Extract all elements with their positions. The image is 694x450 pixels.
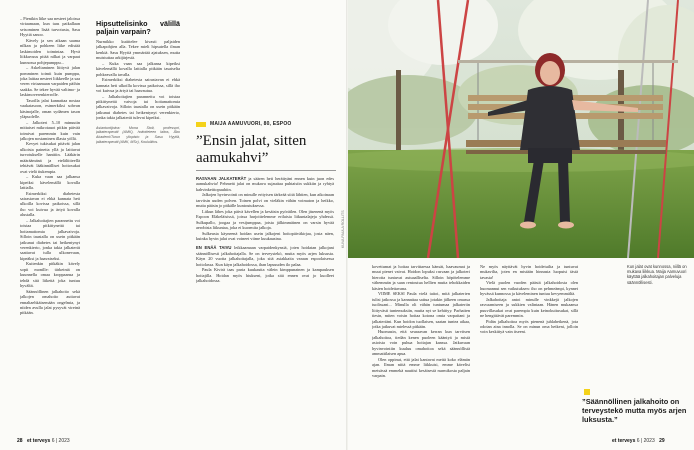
paragraph-text: Paula Kivirä taas paria kuukautta välein kimppunainen ja kampauksen hoitajilla. Hoidan myös hiukseni, jotka sitä ennen ovat jo kuolleet jalkahoidossa. [196,267,334,284]
paragraph: Kuitenkin pitkäkin kävely sopii monille: tärkeintä on kuunnella omaa kroppaansa ja tehdä sitä liikettä joka tuntuu hyvältä. [20,261,80,289]
interview-paragraph [196,267,334,283]
paragraph: Olen oppinut, että jalat kantavat meitä koko elämän ajan. Ilman niitä emme liikkuisi, emme kävelisi metsässä emmekä nauttisi kesäisestä nurmikosta paljain varpain. [372,356,470,379]
paragraph: Kevyet tukisukat pitävät jalan ulkoista painetta yllä ja laittavat turvotukselle hanttiin. Lääkärin määräämänä ja eteläliitteellä tehtävät lääkinnälliset hoitosukat ovat vielä tiukempia. [20,141,80,174]
paragraph: Pidän jalkahoitoa myös pienenä juhlahetkenä, jota odotan aina innolla. Se on minun oma hetkeni, jolloin voin keskittyä vain itseeni. [480,318,578,335]
paragraph-text: Jalkojen hyvinvointi on minulle erityisen tärkeää siitä lähtien, kun aikoinaan tarvitsin uuden polven. Toinen polvi on vieläkin vähän voimaton ja heikko, mutta pääsin jo pitkälle kuntoutuksessa. [196,192,334,209]
paragraph: Esimerkiksi diabetesta sairastavan ei ehkä kannata heti ulkoilla kovissa paikoissa, sillä iho voi kuivua ja ärtyä tai haavautua. [96,77,180,94]
kicker: MAIJA AAMUVUORI, 80, ESPOO [210,121,292,127]
paragraph: Huomasin, että seuraavan kerran kun tarvitsen jalkahoitoa, tiedän kenen puoleen kääntyä ja mistä asioista voin puhua hoitajan kanssa. Jatkuvaan hyvinvointiin kuuluu omahoitoa sekä säännöllistä ammattilaisen apua. [372,329,470,357]
paragraph: Jalkahoitaja antoi minulle vinkkejä jalkojen rasvaamiseen ja sukkien valintaan. Hänen mukaansa puuvillasukat ovat parempia kuin keinokuitusukat, sillä ne hengittävät paremmin. [480,296,578,319]
paragraph: Ne myös näyttävät hyvin hoidetuilta ja tuntuvat mukavilta, joten en mistään hinnasta luopuisi tästä tavasta! [480,264,578,280]
right-page-number: 29 [659,438,665,444]
expert-credits: Asiantuntijoina: Mona Stolt, professori, jalkaterapeutti (AMK), hoitotieteen laitos, Åbo Akademi/Turun yliopisto ja Sasu Hyytiä, jalkaterapeutti (AMK, MSc), Koululiitos. [96,125,180,144]
paragraph: – Jalkahoitajien parannettu voi toistaa pitkittyneitä tai hoitamattomia jalkavaivoja. Silloin taustalla on usein pitkään jatkunut diabetes tai heikentynyt verenkierto, jonka takia jalkaterät saattavat tulla ulkonevaan, kipeäksi ja haavaiseksi. [20,217,80,261]
interview-paragraph [196,209,334,231]
paragraph: Esimerkiksi diabetesta sairastavan ei ehkä kannata heti ulkoilla kovissa paikoissa, sillä iho voi kuivua ja ärtyä kovalla alustalla. [20,190,80,218]
hero-photo [348,0,694,258]
lead-in: RASVAAN JALKATERÄT [196,176,247,181]
paragraph: Kävely ja sen aikaan saama nilkan ja pohkeen liike edistää laskimoiden toimintaa. Hyvä liikkuvuus pitää nilkat ja varpaat kunnossa pohjepumppu... [20,37,80,65]
headline: ”Ensin jalat, sitten aamukahvi” [196,133,307,166]
interview-paragraph [196,176,334,192]
paragraph-text: leikkaamaan varpaidenkynsiä, joten hoidatan jalkojani säännöllisesti jalkahoitajalla. Se on terveystekö, mutta myös arjen luksusta. Käyn 20 vuotta jalkahoitajalla, joka sitä asiakkaita varaan espoolaisessa hoitolassa. Kun käyn jalkahoidossa, ihan lapsuuden ilo palaa. [196,245,334,267]
interview-paragraph [196,245,334,267]
paragraph: Tasoilla jalat kannattaa nostaa vaakatasoon, esimerkiksi sohvan käsinojalle, oman sydämen tason yläpuolelle. [20,97,80,120]
pullquote-marker [584,389,590,395]
paragraph: – Kuka vaan saa jalkansa kipeiksi kävelemällä kovalla lattialla. [20,174,80,191]
left-column-1 [20,16,80,436]
paragraph-text: Sulkeusta käyneenä hoidan usein jalkojeni hoitopäiväkirjaa, josta näen, kuinka hyvin jalat ovat voineet viime kuukausina. [196,230,334,241]
left-issue: 6 | 2023 [51,438,70,444]
headline-divider [196,170,336,171]
paragraph: – Askeltaminen liittyvä jalan pomminen toimii kuin pumppu, joka laittaa nesteet liikkeelle ja saa veren virtaamaan varpaiden päihin saakka. Se tekee hyvää valtimo- ja laskimoverenkierrolle. [20,65,80,98]
paragraph: VIIME SEKSI Paula vielä taitoi, mitä jalkaterien tulisi jatkossa ja kannattaa sattua jotakin jälkeen omassa tuolissani... Minulla oli vähän tuntumaa jalkateriin liittyvästi tuntemuksiin, mutta nyt se kehittyy. Parhaiten tiesin, miten voisin hoitaa kotona omia varpaitani ja jalkateriäni. Kun hoidon tuollaisen, saatan tuntea aikaa, jotka jatkuvat mielessä pitkään. [372,291,470,329]
paragraph: – Pienikin liike saa nesteet jaloissa virtaamaan, kun taas paikallaan seisominen lisää turvotusta, Sasu Hyytiä sanoo. [20,16,80,38]
right-brand: et terveys [612,438,636,444]
pullquote: ”Säännöllinen jalkahoito on terveystekö mutta myös arjen luksusta.” [582,397,687,424]
paragraph: – Jalkoteri 5–10 minuutin mittaiset mikrotauot pitkin päivää toimivat paremmin kuin vain jalkojen nostaminen illasta yöllä. [20,119,80,141]
interview-paragraph [196,231,334,242]
left-brand: et terveys [26,438,51,444]
paragraph: Säännöllinen jalkahoito sekä jalkojen omahoito auttavat ennaltaehkäisemään ongelmia, ja niiden avulla jalat pysyvät vireinä pitkään. [20,288,80,316]
lead-in: EN ENÄÄ TAIVU [196,245,232,251]
paragraph-text: Liikun lähes joka päivä kävellen ja kesäisin pyöräilen. Olen jäsenenä myös Espoon Eläkeläisissä, joissa harjoittelemme erilaisia liikuntalajeja yhdessä. Sulkupallo, joogaa ja vesijumppaa, joista jälkimmäinen on varsin hyvää aerobista liikuntaa, joka ei kuormita jalkoja. [196,208,334,231]
right-folio [612,438,668,444]
paragraph: Nurmikko kutittelee kivasti paljaiden jalkapohjien alla. Tekee mieli hipsutella ilman kenkiä. Sasu Hyytiä ymmärtää ajatuksen, mutta muistuttaa arkijärjestä. [96,39,180,61]
left-folio [14,438,70,444]
paragraph-text: ja säären heti herättyäni ennen kuin juon edes aamukahvia! Pehmeät jalat on mukava sujauttaa puhtaisiin sukkiin ja ryhtyä kahvinkeittopuuhiin. [196,176,334,192]
left-column-2 [96,16,180,436]
paragraph: Vielä puolen vuoden päästä jalkahoidosta olen huomannut sen vaikutuksen: iho on pehmeämpi, kynnet hyvässä kunnossa ja käveleminen tuntuu kevyemmältä. [480,280,578,297]
paragraph: kovettumat ja hoitaa tarvittaessa känsät, haavaumat ja muut pienet vaivat. Hoidon lopuksi rasvaan ja jalkoteri hierotta tuntuvat autuaalliselta. Silloin höpötelemme vähemmän ja saan rentoutua hellien mutta tehokkaiden käsien hoidettavana. [372,264,470,291]
paragraph: – Jalkahoitajien parannettu voi toistaa pitkittyneitä vaivoja tai hoitamattomia jalkavaivoja. Silloin taustalla on usein pitkään jatkunut diabetes tai heikentynyt verenkierto, jonka takia jalkaterät tulevat kipeiksi. [96,93,180,121]
woman-on-swing-image [348,0,694,258]
kicker-marker [196,122,206,127]
right-issue: 6 | 2023 [636,438,655,444]
right-column-2 [480,264,578,384]
subheading: Hipsuttelisinko välillä paljain varpain? [96,19,180,36]
interview-paragraph [196,192,334,208]
right-column-1 [372,264,470,434]
left-page-number: 28 [17,438,23,444]
left-column-3 [196,176,334,434]
photo-credit: KUVA PAULA ROLLITS [341,210,345,248]
paragraph: – Kuka vaan saa jalkansa kipeiksi kävelemällä kovalla lattialla pitkään tasaiselta pohkeavalla tavalla. [96,60,180,77]
photo-caption: Kun jalat ovat kunnossa, niillä on mukava liikkua. Maija Aamuvuori käyttää jalkahoitajan palveluja säännöllisesti. [627,264,687,285]
